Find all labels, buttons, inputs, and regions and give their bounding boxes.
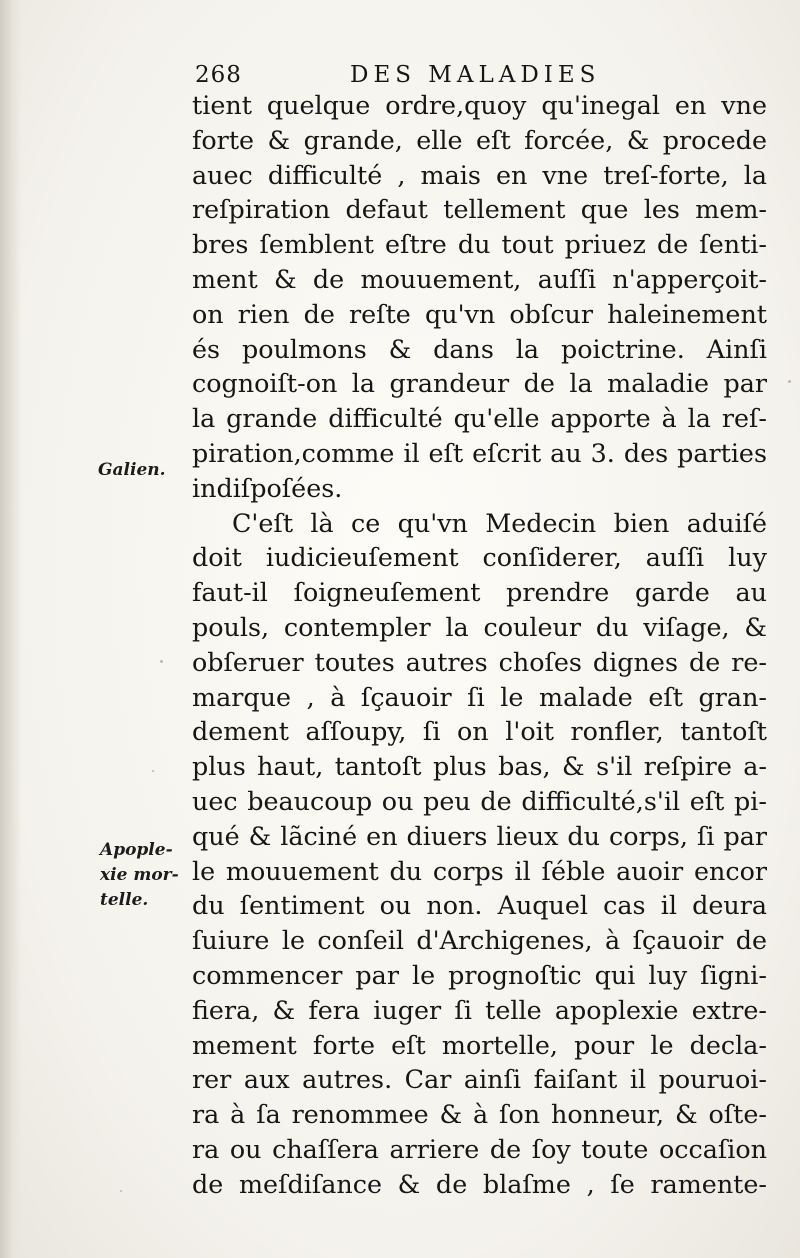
text-line: du ſentiment ou non. Auquel cas il deura bbox=[192, 890, 767, 921]
running-title: DES MALADIES bbox=[350, 62, 601, 88]
text-line: pouls, contempler la couleur du viſage, & bbox=[192, 611, 767, 642]
text-line: on rien de reſte qu'vn obſcur haleinement bbox=[192, 298, 767, 329]
text-line: ſuiure le conſeil d'Archigenes, à ſçauoir de bbox=[192, 925, 767, 956]
margin-note-text: Galien. bbox=[98, 460, 166, 480]
body-text bbox=[192, 88, 767, 1202]
text-line: ment & de mouuement, auſſi n'apperçoit- bbox=[192, 263, 767, 294]
text-line: piration,comme il eſt eſcrit au 3. des parties bbox=[192, 437, 767, 468]
text-line: auec difficulté , mais en vne treſ-forte, la bbox=[192, 159, 767, 190]
paper-speck bbox=[120, 1190, 122, 1192]
text-line: commencer par le prognoſtic qui luy ſigni- bbox=[192, 959, 767, 990]
text-line: tient quelque ordre,quoy qu'inegal en vne bbox=[192, 90, 767, 120]
paragraph-1 bbox=[192, 88, 767, 506]
text-line: le mouuement du corps il ſéble auoir encor bbox=[192, 855, 767, 886]
paragraph-2 bbox=[192, 506, 767, 1202]
text-line: faut-il ſoigneuſement prendre garde au bbox=[192, 577, 767, 608]
text-line: és poulmons & dans la poictrine. Ainſi bbox=[192, 333, 767, 364]
margin-note-line: Apople- bbox=[100, 840, 173, 860]
margin-note-apoplexie bbox=[100, 838, 179, 913]
text-line: indiſpoſées. bbox=[192, 472, 343, 503]
text-line: mement forte eſt mortelle, pour le decla- bbox=[192, 1029, 767, 1060]
text-line: la grande difficulté qu'elle apporte à la reſ- bbox=[192, 403, 767, 434]
text-line: rer aux autres. Car ainſi faiſant il pouruoi- bbox=[192, 1064, 767, 1095]
text-line: cognoiſt-on la grandeur de la maladie par bbox=[192, 368, 767, 399]
paper-speck bbox=[152, 770, 154, 772]
margin-note-galien bbox=[98, 458, 166, 483]
text-line: obſeruer toutes autres choſes dignes de re- bbox=[192, 646, 767, 677]
text-line: de meſdiſance & de blaſme , ſe ramente- bbox=[192, 1168, 767, 1199]
text-line: ra ou chaſſera arriere de ſoy toute occaſion bbox=[192, 1133, 767, 1164]
text-line: reſpiration defaut tellement que les mem- bbox=[192, 194, 767, 225]
running-head bbox=[195, 58, 775, 92]
page-number: 268 bbox=[195, 62, 242, 88]
text-line: dement aſſoupy, ſi on l'oit ronfler, tantoſt bbox=[192, 716, 767, 747]
page-binding-shadow bbox=[0, 0, 22, 1258]
text-line: marque , à ſçauoir ſi le malade eſt gran- bbox=[192, 681, 767, 712]
paper-speck bbox=[788, 380, 791, 383]
text-line: bres ſemblent eſtre du tout priuez de ſenti- bbox=[192, 229, 767, 260]
paper-speck bbox=[160, 660, 163, 663]
text-line: forte & grande, elle eſt forcée, & procede bbox=[192, 124, 767, 155]
text-line: doit iudicieuſement conſiderer, auſſi luy bbox=[192, 542, 767, 573]
text-line: plus haut, tantoſt plus bas, & s'il reſpire a- bbox=[192, 751, 767, 782]
margin-note-line: telle. bbox=[100, 890, 149, 910]
text-line: qué & lãciné en diuers lieux du corps, ſi par bbox=[192, 820, 767, 851]
margin-note-line: xie mor- bbox=[100, 865, 179, 885]
text-line: ra à ſa renommee & à ſon honneur, & oſte- bbox=[192, 1099, 767, 1130]
text-line: C'eſt là ce qu'vn Medecin bien aduiſé bbox=[232, 507, 767, 538]
text-line: uec beaucoup ou peu de difficulté,s'il eſt pi- bbox=[192, 785, 767, 816]
text-line: fiera, & fera iuger ſi telle apoplexie extre- bbox=[192, 994, 767, 1025]
